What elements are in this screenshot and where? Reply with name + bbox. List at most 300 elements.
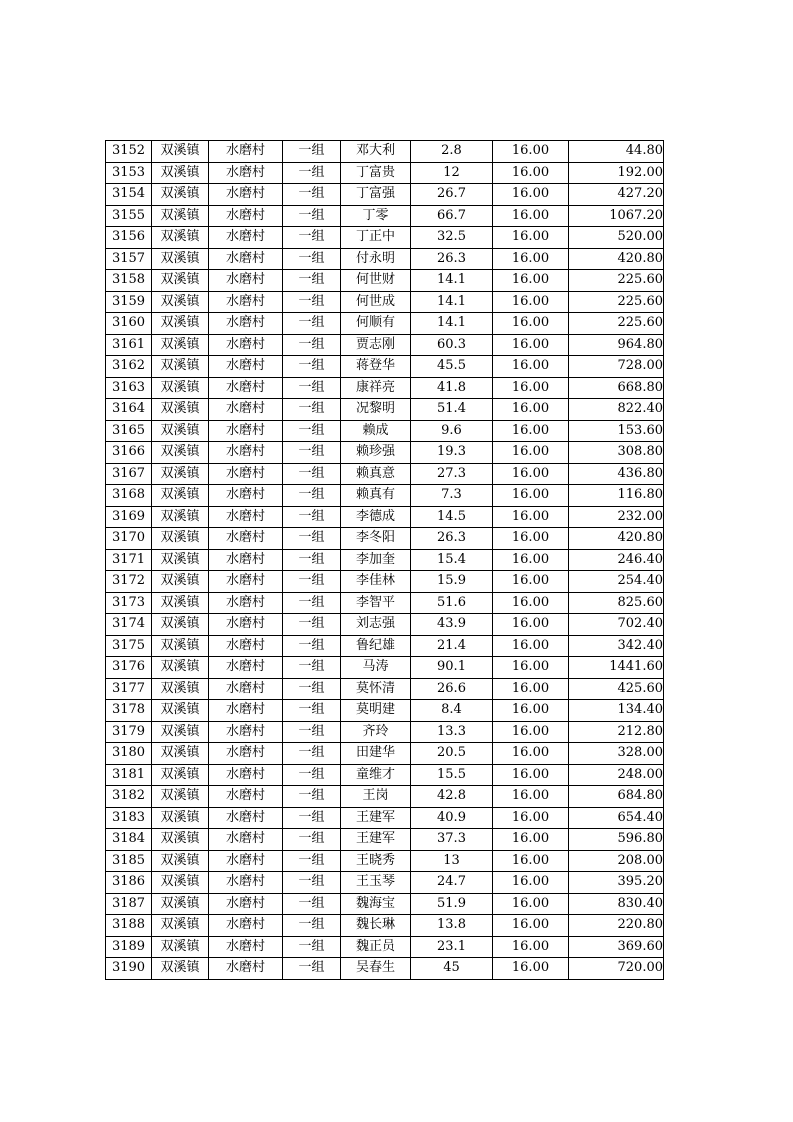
row-number-cell: 3184 <box>106 829 152 851</box>
amount-cell: 720.00 <box>569 958 664 980</box>
town-cell: 双溪镇 <box>152 420 209 442</box>
row-number-cell: 3152 <box>106 141 152 163</box>
town-cell: 双溪镇 <box>152 571 209 593</box>
amount-cell: 369.60 <box>569 936 664 958</box>
amount-cell: 225.60 <box>569 270 664 292</box>
town-cell: 双溪镇 <box>152 936 209 958</box>
group-cell: 一组 <box>283 399 341 421</box>
amount-cell: 436.80 <box>569 463 664 485</box>
table-row <box>106 721 664 743</box>
household-name-cell: 童维才 <box>341 764 411 786</box>
amount-cell: 254.40 <box>569 571 664 593</box>
group-cell: 一组 <box>283 205 341 227</box>
village-cell: 水磨村 <box>209 528 283 550</box>
village-cell: 水磨村 <box>209 764 283 786</box>
group-cell: 一组 <box>283 248 341 270</box>
row-number-cell: 3190 <box>106 958 152 980</box>
village-cell: 水磨村 <box>209 356 283 378</box>
town-cell: 双溪镇 <box>152 270 209 292</box>
household-name-cell: 鲁纪雄 <box>341 635 411 657</box>
rate-cell: 16.00 <box>493 915 569 937</box>
rate-cell: 16.00 <box>493 162 569 184</box>
town-cell: 双溪镇 <box>152 635 209 657</box>
group-cell: 一组 <box>283 377 341 399</box>
town-cell: 双溪镇 <box>152 678 209 700</box>
town-cell: 双溪镇 <box>152 850 209 872</box>
village-cell: 水磨村 <box>209 334 283 356</box>
row-number-cell: 3171 <box>106 549 152 571</box>
area-cell: 45 <box>411 958 493 980</box>
village-cell: 水磨村 <box>209 915 283 937</box>
rate-cell: 16.00 <box>493 700 569 722</box>
rate-cell: 16.00 <box>493 463 569 485</box>
group-cell: 一组 <box>283 743 341 765</box>
row-number-cell: 3176 <box>106 657 152 679</box>
village-cell: 水磨村 <box>209 893 283 915</box>
table-row <box>106 786 664 808</box>
group-cell: 一组 <box>283 915 341 937</box>
group-cell: 一组 <box>283 485 341 507</box>
row-number-cell: 3180 <box>106 743 152 765</box>
area-cell: 24.7 <box>411 872 493 894</box>
rate-cell: 16.00 <box>493 313 569 335</box>
row-number-cell: 3169 <box>106 506 152 528</box>
area-cell: 23.1 <box>411 936 493 958</box>
group-cell: 一组 <box>283 506 341 528</box>
group-cell: 一组 <box>283 764 341 786</box>
group-cell: 一组 <box>283 291 341 313</box>
group-cell: 一组 <box>283 334 341 356</box>
rate-cell: 16.00 <box>493 184 569 206</box>
area-cell: 9.6 <box>411 420 493 442</box>
table-row <box>106 936 664 958</box>
village-cell: 水磨村 <box>209 291 283 313</box>
group-cell: 一组 <box>283 528 341 550</box>
table-row <box>106 205 664 227</box>
household-name-cell: 李加奎 <box>341 549 411 571</box>
area-cell: 51.4 <box>411 399 493 421</box>
village-cell: 水磨村 <box>209 184 283 206</box>
village-cell: 水磨村 <box>209 162 283 184</box>
town-cell: 双溪镇 <box>152 377 209 399</box>
group-cell: 一组 <box>283 141 341 163</box>
area-cell: 27.3 <box>411 463 493 485</box>
rate-cell: 16.00 <box>493 635 569 657</box>
area-cell: 26.3 <box>411 528 493 550</box>
rate-cell: 16.00 <box>493 141 569 163</box>
amount-cell: 342.40 <box>569 635 664 657</box>
row-number-cell: 3189 <box>106 936 152 958</box>
table-row <box>106 657 664 679</box>
row-number-cell: 3165 <box>106 420 152 442</box>
area-cell: 2.8 <box>411 141 493 163</box>
rate-cell: 16.00 <box>493 377 569 399</box>
table-row <box>106 700 664 722</box>
row-number-cell: 3160 <box>106 313 152 335</box>
area-cell: 66.7 <box>411 205 493 227</box>
town-cell: 双溪镇 <box>152 141 209 163</box>
table-row <box>106 313 664 335</box>
table-row <box>106 227 664 249</box>
household-name-cell: 刘志强 <box>341 614 411 636</box>
row-number-cell: 3162 <box>106 356 152 378</box>
group-cell: 一组 <box>283 592 341 614</box>
rate-cell: 16.00 <box>493 678 569 700</box>
household-name-cell: 付永明 <box>341 248 411 270</box>
village-cell: 水磨村 <box>209 786 283 808</box>
household-name-cell: 魏海宝 <box>341 893 411 915</box>
town-cell: 双溪镇 <box>152 399 209 421</box>
household-name-cell: 赖珍强 <box>341 442 411 464</box>
household-name-cell: 赖真意 <box>341 463 411 485</box>
town-cell: 双溪镇 <box>152 614 209 636</box>
rate-cell: 16.00 <box>493 571 569 593</box>
group-cell: 一组 <box>283 270 341 292</box>
group-cell: 一组 <box>283 721 341 743</box>
town-cell: 双溪镇 <box>152 442 209 464</box>
area-cell: 19.3 <box>411 442 493 464</box>
group-cell: 一组 <box>283 872 341 894</box>
village-cell: 水磨村 <box>209 227 283 249</box>
table-row <box>106 829 664 851</box>
table-row <box>106 420 664 442</box>
village-cell: 水磨村 <box>209 829 283 851</box>
rate-cell: 16.00 <box>493 850 569 872</box>
household-name-cell: 康祥亮 <box>341 377 411 399</box>
rate-cell: 16.00 <box>493 420 569 442</box>
area-cell: 12 <box>411 162 493 184</box>
table-row <box>106 377 664 399</box>
village-cell: 水磨村 <box>209 721 283 743</box>
amount-cell: 427.20 <box>569 184 664 206</box>
table-row <box>106 678 664 700</box>
rate-cell: 16.00 <box>493 592 569 614</box>
village-cell: 水磨村 <box>209 506 283 528</box>
village-cell: 水磨村 <box>209 205 283 227</box>
household-name-cell: 李佳林 <box>341 571 411 593</box>
table-row <box>106 162 664 184</box>
area-cell: 21.4 <box>411 635 493 657</box>
town-cell: 双溪镇 <box>152 248 209 270</box>
amount-cell: 654.40 <box>569 807 664 829</box>
town-cell: 双溪镇 <box>152 528 209 550</box>
group-cell: 一组 <box>283 571 341 593</box>
village-cell: 水磨村 <box>209 614 283 636</box>
household-name-cell: 李冬阳 <box>341 528 411 550</box>
table-row <box>106 334 664 356</box>
household-name-cell: 邓大利 <box>341 141 411 163</box>
amount-cell: 830.40 <box>569 893 664 915</box>
town-cell: 双溪镇 <box>152 893 209 915</box>
amount-cell: 44.80 <box>569 141 664 163</box>
group-cell: 一组 <box>283 807 341 829</box>
amount-cell: 964.80 <box>569 334 664 356</box>
amount-cell: 395.20 <box>569 872 664 894</box>
rate-cell: 16.00 <box>493 356 569 378</box>
table-row <box>106 807 664 829</box>
town-cell: 双溪镇 <box>152 485 209 507</box>
town-cell: 双溪镇 <box>152 743 209 765</box>
area-cell: 15.9 <box>411 571 493 593</box>
area-cell: 14.1 <box>411 291 493 313</box>
town-cell: 双溪镇 <box>152 356 209 378</box>
village-cell: 水磨村 <box>209 141 283 163</box>
village-cell: 水磨村 <box>209 872 283 894</box>
amount-cell: 134.40 <box>569 700 664 722</box>
row-number-cell: 3174 <box>106 614 152 636</box>
row-number-cell: 3177 <box>106 678 152 700</box>
area-cell: 41.8 <box>411 377 493 399</box>
rate-cell: 16.00 <box>493 248 569 270</box>
row-number-cell: 3172 <box>106 571 152 593</box>
village-cell: 水磨村 <box>209 678 283 700</box>
rate-cell: 16.00 <box>493 807 569 829</box>
rate-cell: 16.00 <box>493 657 569 679</box>
town-cell: 双溪镇 <box>152 313 209 335</box>
amount-cell: 328.00 <box>569 743 664 765</box>
row-number-cell: 3158 <box>106 270 152 292</box>
rate-cell: 16.00 <box>493 614 569 636</box>
household-name-cell: 齐玲 <box>341 721 411 743</box>
group-cell: 一组 <box>283 463 341 485</box>
area-cell: 45.5 <box>411 356 493 378</box>
area-cell: 90.1 <box>411 657 493 679</box>
group-cell: 一组 <box>283 678 341 700</box>
household-name-cell: 赖真有 <box>341 485 411 507</box>
household-name-cell: 王建军 <box>341 807 411 829</box>
table-row <box>106 442 664 464</box>
village-cell: 水磨村 <box>209 936 283 958</box>
group-cell: 一组 <box>283 958 341 980</box>
group-cell: 一组 <box>283 850 341 872</box>
amount-cell: 225.60 <box>569 313 664 335</box>
household-name-cell: 何世成 <box>341 291 411 313</box>
area-cell: 14.1 <box>411 270 493 292</box>
area-cell: 60.3 <box>411 334 493 356</box>
household-name-cell: 何世财 <box>341 270 411 292</box>
town-cell: 双溪镇 <box>152 291 209 313</box>
area-cell: 13 <box>411 850 493 872</box>
table-row <box>106 549 664 571</box>
row-number-cell: 3153 <box>106 162 152 184</box>
amount-cell: 425.60 <box>569 678 664 700</box>
rate-cell: 16.00 <box>493 528 569 550</box>
row-number-cell: 3188 <box>106 915 152 937</box>
amount-cell: 212.80 <box>569 721 664 743</box>
row-number-cell: 3157 <box>106 248 152 270</box>
amount-cell: 232.00 <box>569 506 664 528</box>
household-name-cell: 马涛 <box>341 657 411 679</box>
area-cell: 13.8 <box>411 915 493 937</box>
area-cell: 15.4 <box>411 549 493 571</box>
table-row <box>106 270 664 292</box>
amount-cell: 248.00 <box>569 764 664 786</box>
area-cell: 26.3 <box>411 248 493 270</box>
group-cell: 一组 <box>283 162 341 184</box>
row-number-cell: 3167 <box>106 463 152 485</box>
rate-cell: 16.00 <box>493 872 569 894</box>
town-cell: 双溪镇 <box>152 700 209 722</box>
town-cell: 双溪镇 <box>152 162 209 184</box>
town-cell: 双溪镇 <box>152 721 209 743</box>
household-name-cell: 吴春生 <box>341 958 411 980</box>
group-cell: 一组 <box>283 829 341 851</box>
row-number-cell: 3178 <box>106 700 152 722</box>
row-number-cell: 3181 <box>106 764 152 786</box>
rate-cell: 16.00 <box>493 743 569 765</box>
town-cell: 双溪镇 <box>152 334 209 356</box>
village-cell: 水磨村 <box>209 807 283 829</box>
household-name-cell: 何顺有 <box>341 313 411 335</box>
household-name-cell: 李德成 <box>341 506 411 528</box>
group-cell: 一组 <box>283 635 341 657</box>
group-cell: 一组 <box>283 420 341 442</box>
row-number-cell: 3159 <box>106 291 152 313</box>
village-cell: 水磨村 <box>209 657 283 679</box>
rate-cell: 16.00 <box>493 549 569 571</box>
row-number-cell: 3166 <box>106 442 152 464</box>
ledger-body <box>106 141 664 980</box>
amount-cell: 153.60 <box>569 420 664 442</box>
village-cell: 水磨村 <box>209 377 283 399</box>
area-cell: 40.9 <box>411 807 493 829</box>
household-name-cell: 丁正中 <box>341 227 411 249</box>
area-cell: 43.9 <box>411 614 493 636</box>
household-name-cell: 莫怀清 <box>341 678 411 700</box>
area-cell: 51.9 <box>411 893 493 915</box>
village-cell: 水磨村 <box>209 571 283 593</box>
area-cell: 7.3 <box>411 485 493 507</box>
area-cell: 8.4 <box>411 700 493 722</box>
row-number-cell: 3163 <box>106 377 152 399</box>
table-row <box>106 743 664 765</box>
town-cell: 双溪镇 <box>152 807 209 829</box>
group-cell: 一组 <box>283 313 341 335</box>
group-cell: 一组 <box>283 786 341 808</box>
village-cell: 水磨村 <box>209 399 283 421</box>
table-row <box>106 184 664 206</box>
village-cell: 水磨村 <box>209 442 283 464</box>
amount-cell: 822.40 <box>569 399 664 421</box>
household-name-cell: 李智平 <box>341 592 411 614</box>
town-cell: 双溪镇 <box>152 872 209 894</box>
row-number-cell: 3175 <box>106 635 152 657</box>
household-name-cell: 王岗 <box>341 786 411 808</box>
household-name-cell: 王晓秀 <box>341 850 411 872</box>
rate-cell: 16.00 <box>493 764 569 786</box>
rate-cell: 16.00 <box>493 786 569 808</box>
amount-cell: 684.80 <box>569 786 664 808</box>
table-row <box>106 248 664 270</box>
area-cell: 32.5 <box>411 227 493 249</box>
row-number-cell: 3161 <box>106 334 152 356</box>
household-name-cell: 赖成 <box>341 420 411 442</box>
amount-cell: 420.80 <box>569 248 664 270</box>
group-cell: 一组 <box>283 936 341 958</box>
rate-cell: 16.00 <box>493 721 569 743</box>
table-row <box>106 399 664 421</box>
group-cell: 一组 <box>283 657 341 679</box>
area-cell: 15.5 <box>411 764 493 786</box>
row-number-cell: 3155 <box>106 205 152 227</box>
amount-cell: 728.00 <box>569 356 664 378</box>
table-row <box>106 463 664 485</box>
village-cell: 水磨村 <box>209 248 283 270</box>
town-cell: 双溪镇 <box>152 227 209 249</box>
area-cell: 26.6 <box>411 678 493 700</box>
amount-cell: 1067.20 <box>569 205 664 227</box>
subsidy-ledger-table <box>105 140 664 980</box>
amount-cell: 702.40 <box>569 614 664 636</box>
amount-cell: 192.00 <box>569 162 664 184</box>
town-cell: 双溪镇 <box>152 657 209 679</box>
village-cell: 水磨村 <box>209 313 283 335</box>
table-row <box>106 850 664 872</box>
table-row <box>106 506 664 528</box>
area-cell: 13.3 <box>411 721 493 743</box>
amount-cell: 225.60 <box>569 291 664 313</box>
table-row <box>106 291 664 313</box>
household-name-cell: 丁富强 <box>341 184 411 206</box>
table-row <box>106 958 664 980</box>
group-cell: 一组 <box>283 356 341 378</box>
household-name-cell: 莫明建 <box>341 700 411 722</box>
town-cell: 双溪镇 <box>152 958 209 980</box>
rate-cell: 16.00 <box>493 936 569 958</box>
village-cell: 水磨村 <box>209 850 283 872</box>
household-name-cell: 魏长琳 <box>341 915 411 937</box>
row-number-cell: 3185 <box>106 850 152 872</box>
amount-cell: 220.80 <box>569 915 664 937</box>
rate-cell: 16.00 <box>493 829 569 851</box>
town-cell: 双溪镇 <box>152 463 209 485</box>
table-row <box>106 915 664 937</box>
row-number-cell: 3170 <box>106 528 152 550</box>
amount-cell: 520.00 <box>569 227 664 249</box>
table-row <box>106 635 664 657</box>
amount-cell: 308.80 <box>569 442 664 464</box>
village-cell: 水磨村 <box>209 463 283 485</box>
village-cell: 水磨村 <box>209 485 283 507</box>
amount-cell: 668.80 <box>569 377 664 399</box>
village-cell: 水磨村 <box>209 743 283 765</box>
table-row <box>106 592 664 614</box>
town-cell: 双溪镇 <box>152 764 209 786</box>
row-number-cell: 3179 <box>106 721 152 743</box>
table-row <box>106 872 664 894</box>
group-cell: 一组 <box>283 893 341 915</box>
household-name-cell: 蒋登华 <box>341 356 411 378</box>
table-row <box>106 764 664 786</box>
table-row <box>106 485 664 507</box>
rate-cell: 16.00 <box>493 334 569 356</box>
row-number-cell: 3154 <box>106 184 152 206</box>
row-number-cell: 3186 <box>106 872 152 894</box>
rate-cell: 16.00 <box>493 227 569 249</box>
rate-cell: 16.00 <box>493 291 569 313</box>
village-cell: 水磨村 <box>209 420 283 442</box>
row-number-cell: 3187 <box>106 893 152 915</box>
row-number-cell: 3156 <box>106 227 152 249</box>
household-name-cell: 丁零 <box>341 205 411 227</box>
town-cell: 双溪镇 <box>152 506 209 528</box>
rate-cell: 16.00 <box>493 205 569 227</box>
town-cell: 双溪镇 <box>152 829 209 851</box>
amount-cell: 246.40 <box>569 549 664 571</box>
area-cell: 26.7 <box>411 184 493 206</box>
area-cell: 37.3 <box>411 829 493 851</box>
amount-cell: 825.60 <box>569 592 664 614</box>
